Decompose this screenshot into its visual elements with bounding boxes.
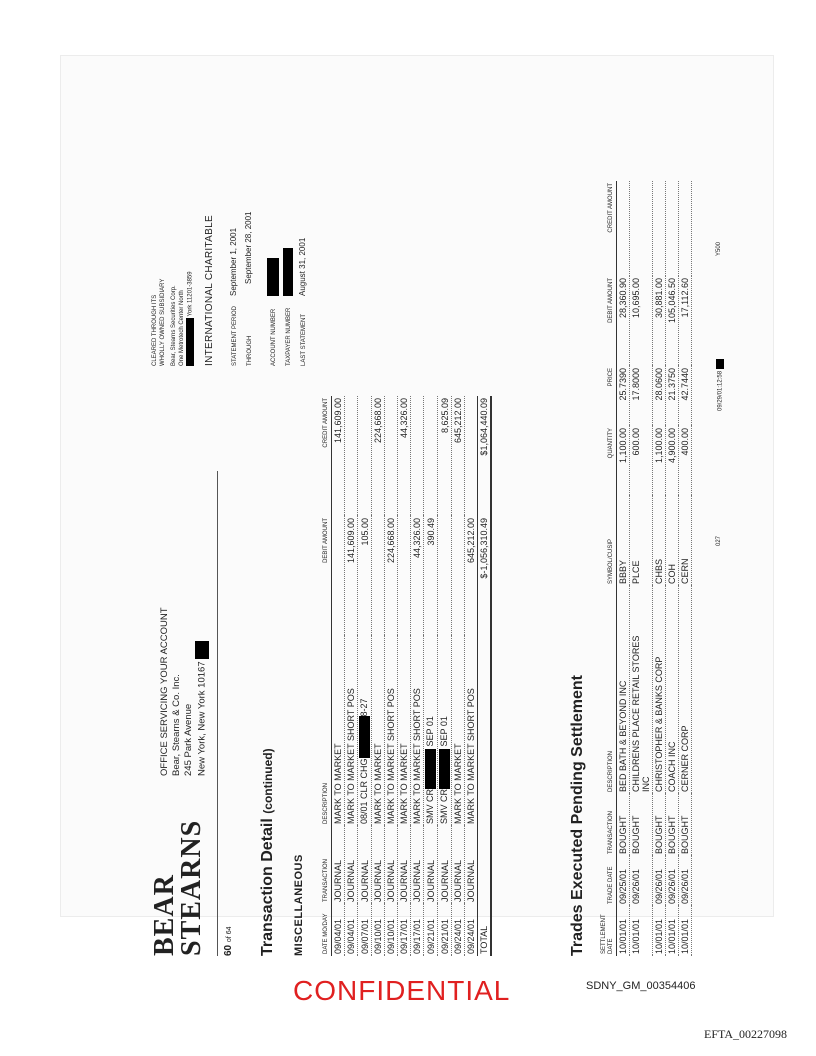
row-settle: 10/01/01 [630, 906, 653, 956]
row-price: 17.8000 [630, 366, 653, 426]
row-credit: 224,668.00 [372, 396, 385, 516]
total-row [478, 396, 492, 956]
scanned-page [60, 55, 774, 956]
col-trade-date: TRADE DATE [601, 856, 617, 906]
table-row [332, 396, 345, 956]
row-type: JOURNAL [345, 826, 358, 904]
period-label: STATEMENT PERIOD [231, 305, 238, 366]
miscellaneous-table [323, 396, 492, 956]
row-desc: CERNER CORP [679, 586, 692, 794]
clearing-line-3: Bear, Stearns Securities Corp. [171, 285, 177, 366]
page-of: of 64 [226, 926, 233, 943]
row-date: 09/21/01 [424, 904, 438, 956]
row-debit [332, 516, 345, 636]
footer-code-3: Y500 [716, 241, 722, 256]
office-line-3: 245 Park Avenue [183, 703, 194, 776]
row-credit: 8,625.09 [438, 396, 452, 516]
pending-trades-table [601, 181, 692, 956]
footer-code-1: 027 [716, 535, 722, 546]
statement-through [244, 136, 255, 366]
row-date: 09/17/01 [411, 904, 424, 956]
redaction-box [186, 318, 194, 366]
row-debit: 10,695.00 [630, 276, 653, 366]
footer-code-2 [716, 359, 724, 411]
col-description: DESCRIPTION [601, 586, 617, 794]
row-credit [411, 396, 424, 516]
redaction-box [195, 641, 209, 659]
total-label: TOTAL [478, 636, 492, 956]
col-symbol: SYMBOL/CUSIP [601, 496, 617, 586]
table-row [630, 181, 653, 956]
redaction-box [425, 749, 436, 789]
row-date: 09/04/01 [345, 904, 358, 956]
row-symbol: COH [666, 496, 679, 586]
row-debit: 105,046.50 [666, 276, 679, 366]
row-desc [358, 636, 372, 826]
row-trade: 09/25/01 [617, 856, 630, 906]
row-qty: 400.00 [679, 426, 692, 496]
redaction-box [439, 749, 450, 789]
footer-timestamp: 09/29/01:12:58 [717, 370, 724, 411]
table-row [424, 396, 438, 956]
col-credit: CREDIT AMOUNT [601, 181, 617, 276]
row-debit [372, 516, 385, 636]
row-type: JOURNAL [452, 826, 465, 904]
row-credit [679, 181, 692, 276]
row-date: 09/24/01 [452, 904, 465, 956]
row-debit: 28,360.90 [617, 276, 630, 366]
row-desc: MARK TO MARKET [452, 636, 465, 826]
account-name: INTERNATIONAL CHARITABLE [203, 215, 215, 366]
row-symbol: CHBS [653, 496, 666, 586]
row-desc: MARK TO MARKET [332, 636, 345, 826]
row-desc [438, 636, 452, 826]
row-type: BOUGHT [617, 794, 630, 856]
row-credit [666, 181, 679, 276]
total-debit: $-1,056,310.49 [478, 516, 492, 636]
row-symbol: PLCE [630, 496, 653, 586]
row-credit: 645,212.00 [452, 396, 465, 516]
transaction-detail-title-text: Transaction Detail [259, 818, 276, 956]
row-price: 28.0600 [653, 366, 666, 426]
last-statement [298, 136, 309, 366]
row-trade: 09/26/01 [653, 856, 666, 906]
office-address [159, 607, 209, 776]
bear-stearns-logo [151, 820, 205, 956]
row-debit: 141,609.00 [345, 516, 358, 636]
row-credit [424, 396, 438, 516]
table-row [438, 396, 452, 956]
office-line-2: Bear, Stearns & Co. Inc. [171, 674, 182, 776]
transaction-detail-title [259, 748, 277, 956]
col-settlement-date: SETTLEMENT DATE [601, 906, 617, 956]
row-desc: MARK TO MARKET SHORT POS [411, 636, 424, 826]
redaction-box [716, 359, 724, 369]
row-credit [358, 396, 372, 516]
row-trade: 09/26/01 [679, 856, 692, 906]
logo-line-1: BEAR [149, 874, 180, 956]
row-qty: 1,100.00 [617, 426, 630, 496]
total-credit: $1,064,440.09 [478, 396, 492, 516]
row-price: 42.7440 [679, 366, 692, 426]
confidential-stamp: CONFIDENTIAL [293, 975, 511, 1006]
header-rule [217, 471, 218, 956]
row-type: BOUGHT [630, 794, 653, 856]
taxpayer-number [283, 136, 294, 366]
period-end: September 28, 2001 [243, 211, 253, 284]
table-row [358, 396, 372, 956]
row-type: JOURNAL [465, 826, 478, 904]
col-price: PRICE [601, 366, 617, 426]
row-debit [398, 516, 411, 636]
redaction-box [267, 258, 279, 296]
row-type: JOURNAL [411, 826, 424, 904]
row-type: JOURNAL [438, 826, 452, 904]
row-debit: 30,881.00 [653, 276, 666, 366]
row-debit: 105.00 [358, 516, 372, 636]
row-desc: MARK TO MARKET SHORT POS [345, 636, 358, 826]
table-row [398, 396, 411, 956]
col-debit: DEBIT AMOUNT [323, 516, 332, 636]
row-qty: 600.00 [630, 426, 653, 496]
row-settle: 10/01/01 [666, 906, 679, 956]
table-row [372, 396, 385, 956]
row-desc: MARK TO MARKET [372, 636, 385, 826]
row-price: 25.7390 [617, 366, 630, 426]
row-date: 09/07/01 [358, 904, 372, 956]
row-debit [452, 516, 465, 636]
col-date: DATE MO/DAY [323, 904, 332, 956]
clearing-line-2: WHOLLY OWNED SUBSIDIARY [160, 278, 166, 366]
clearing-line-1: CLEARED THROUGH ITS [152, 294, 158, 366]
col-credit: CREDIT AMOUNT [323, 396, 332, 516]
col-quantity: QUANTITY [601, 426, 617, 496]
row-trade: 09/26/01 [666, 856, 679, 906]
row-settle: 10/01/01 [617, 906, 630, 956]
last-statement-date: August 31, 2001 [297, 237, 307, 296]
redaction-box [283, 248, 293, 296]
period-start: September 1, 2001 [228, 227, 238, 296]
row-credit [345, 396, 358, 516]
table-row [617, 181, 630, 956]
row-date: 09/10/01 [372, 904, 385, 956]
row-date: 09/17/01 [398, 904, 411, 956]
bates-number: SDNY_GM_00354406 [586, 980, 696, 992]
clearing-line-4: One Metrotech Center North [179, 290, 185, 366]
row-credit: 141,609.00 [332, 396, 345, 516]
taxpayer-label: TAXPAYER NUMBER [285, 307, 292, 366]
row-price: 21.3750 [666, 366, 679, 426]
clearing-info [151, 136, 309, 366]
row-type: JOURNAL [358, 826, 372, 904]
row-type: JOURNAL [372, 826, 385, 904]
row-desc: COACH INC [666, 586, 679, 794]
row-desc: MARK TO MARKET SHORT POS [465, 636, 478, 826]
table-row [411, 396, 424, 956]
account-number [267, 136, 279, 366]
row-desc: BED BATH & BEYOND INC [617, 586, 630, 794]
row-credit [385, 396, 398, 516]
row-debit [438, 516, 452, 636]
row-type: JOURNAL [385, 826, 398, 904]
row-credit [630, 181, 653, 276]
row-debit: 224,668.00 [385, 516, 398, 636]
row-settle: 10/01/01 [653, 906, 666, 956]
account-label: ACCOUNT NUMBER [270, 308, 277, 366]
col-transaction: TRANSACTION [323, 826, 332, 904]
last-label: LAST STATEMENT [300, 313, 307, 366]
row-desc-text: SMV CR [439, 788, 450, 824]
col-description: DESCRIPTION [323, 636, 332, 826]
row-desc-text: 08/01 CLR CHG [359, 758, 369, 824]
row-desc: CHRISTOPHER & BANKS CORP [653, 586, 666, 794]
redaction-box [359, 716, 370, 758]
row-credit: 44,326.00 [398, 396, 411, 516]
row-symbol: BBBY [617, 496, 630, 586]
row-desc [424, 636, 438, 826]
table-row [385, 396, 398, 956]
page-number [223, 927, 234, 956]
office-line-4 [195, 607, 209, 776]
clearing-city: York 11201-3859 [187, 271, 194, 317]
row-type: JOURNAL [398, 826, 411, 904]
row-type: JOURNAL [424, 826, 438, 904]
row-credit [653, 181, 666, 276]
statement-period [229, 136, 240, 366]
row-credit [465, 396, 478, 516]
row-type: JOURNAL [332, 826, 345, 904]
row-debit: 17,112.60 [679, 276, 692, 366]
continued-label: (continued) [261, 748, 275, 814]
row-desc: MARK TO MARKET [398, 636, 411, 826]
row-date: 09/10/01 [385, 904, 398, 956]
table-row [653, 181, 666, 956]
row-desc-line-1: CHILDRENS PLACE RETAIL STORES [631, 635, 641, 792]
row-type: BOUGHT [653, 794, 666, 856]
row-desc-text: SMV CR [425, 788, 436, 824]
clearing-line-5 [186, 136, 195, 366]
row-desc-suffix: 8-27 [359, 698, 369, 717]
row-qty: 1,100.00 [653, 426, 666, 496]
row-type: BOUGHT [666, 794, 679, 856]
row-qty: 4,900.00 [666, 426, 679, 496]
table-row [465, 396, 478, 956]
table-row [345, 396, 358, 956]
row-date: 09/21/01 [438, 904, 452, 956]
rotated-statement [149, 136, 724, 956]
efta-number: EFTA_00227098 [704, 1027, 788, 1041]
row-date: 09/24/01 [465, 904, 478, 956]
page-number-value: 60 [223, 944, 234, 956]
table-row [452, 396, 465, 956]
row-debit: 44,326.00 [411, 516, 424, 636]
row-desc [630, 586, 653, 794]
row-desc-suffix: SEP 01 [425, 716, 436, 747]
row-date: 09/04/01 [332, 904, 345, 956]
row-settle: 10/01/01 [679, 906, 692, 956]
row-desc-suffix: SEP 01 [439, 716, 450, 747]
col-transaction: TRANSACTION [601, 794, 617, 856]
table-row [666, 181, 679, 956]
pending-title: Trades Executed Pending Settlement [569, 675, 586, 956]
row-desc-line-2: INC [641, 776, 651, 792]
col-debit: DEBIT AMOUNT [601, 276, 617, 366]
row-trade: 09/26/01 [630, 856, 653, 906]
through-label: THROUGH [246, 335, 253, 366]
table-row [679, 181, 692, 956]
row-symbol: CERN [679, 496, 692, 586]
office-line-1: OFFICE SERVICING YOUR ACCOUNT [159, 607, 170, 776]
row-desc: MARK TO MARKET SHORT POS [385, 636, 398, 826]
logo-line-2: STEARNS [176, 819, 207, 956]
row-credit [617, 181, 630, 276]
section-miscellaneous: MISCELLANEOUS [293, 854, 305, 956]
office-city: New York, New York 10167 [196, 661, 208, 776]
row-debit: 390.49 [424, 516, 438, 636]
row-debit: 645,212.00 [465, 516, 478, 636]
row-type: BOUGHT [679, 794, 692, 856]
